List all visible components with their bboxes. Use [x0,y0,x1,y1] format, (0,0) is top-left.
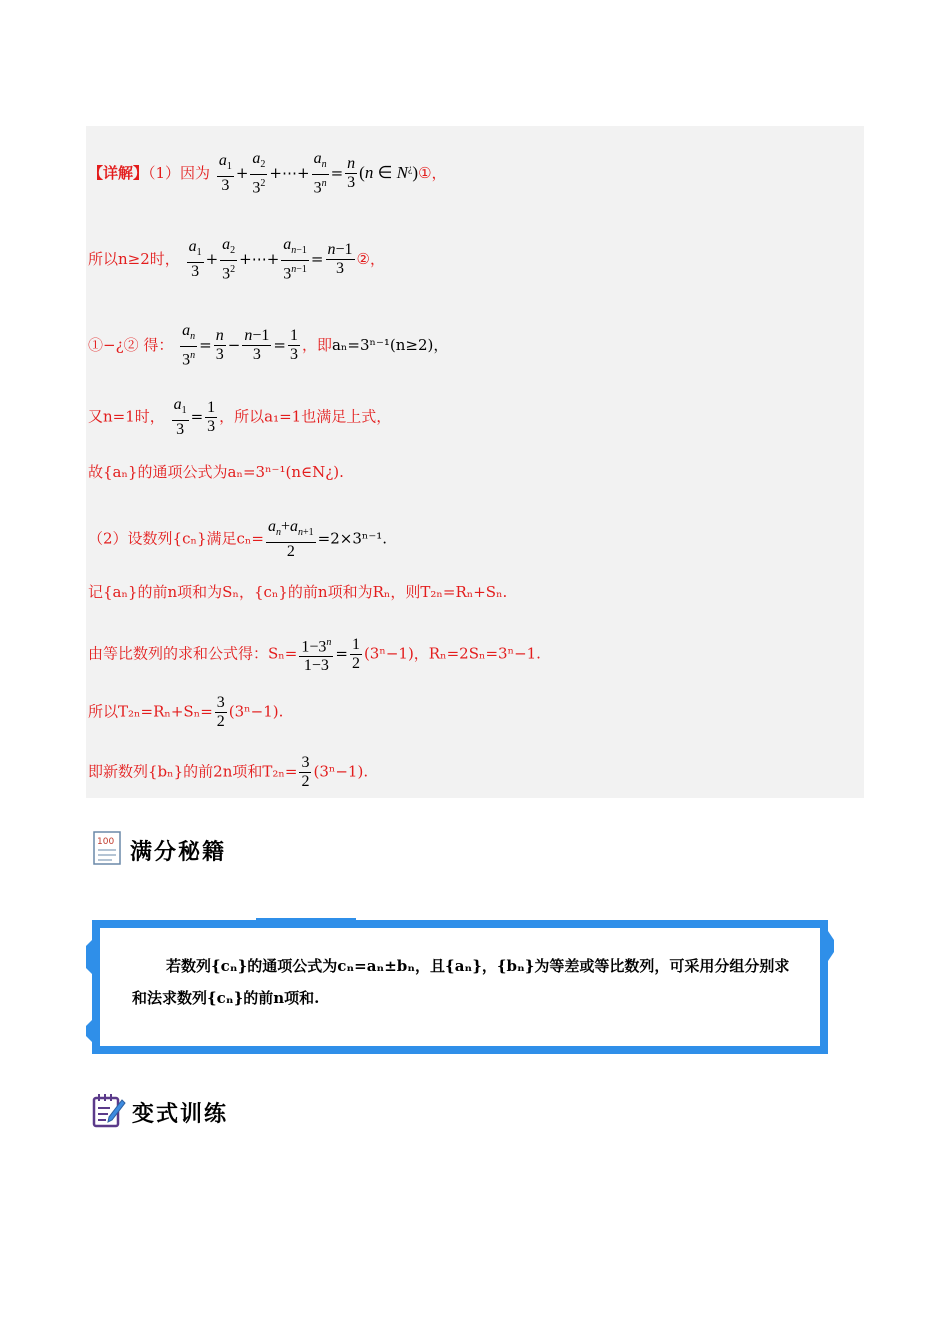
fraction: $\frac{n-1}{3}$ [327,241,353,278]
fraction: $\frac{a_n}{3^n}$ [182,322,196,369]
line9-prefix: 所以T₂ₙ=Rₙ+Sₙ= [88,702,213,721]
fraction: $\frac{a_2}{3^2}$ [222,236,236,283]
solution-line-10 [88,754,368,791]
tips-title: 满分秘籍 [130,839,227,865]
line3-result: aₙ=3ⁿ⁻¹(n≥2)， [331,335,449,354]
solution-line-7: 记{aₙ}的前n项和为Sₙ，{cₙ}的前n项和为Rₙ，则T₂ₙ=Rₙ+Sₙ. [88,583,508,601]
fraction: $\frac{a_n}{3^n}$ [313,150,327,197]
tip-box [92,920,828,1054]
solution-line-1: 【详解】（1）因为 $\frac{a_1}{3}$ + $\frac{a_2}{3^2}$ +⋯+ $\frac{a_n}{3^n}$ = $\frac{n}{3}$ (n ∈ N¿)①， [88,150,447,197]
line3-mid: ，即 [301,335,332,354]
score-100-note-icon [92,830,124,866]
solution-tag: 【详解】 [88,163,149,182]
fraction: $\frac{a_1}{3}$ [218,152,232,195]
line8-prefix: 由等比数列的求和公式得：Sₙ= [88,644,298,663]
fraction: $\frac{1-3^n}{1-3}$ [299,634,333,675]
line3-prefix: ①−¿② 得： [88,335,174,354]
practice-title: 变式训练 [132,1101,229,1127]
tip-text: 若数列{cₙ}的通项公式为cₙ=aₙ±bₙ，且{aₙ}，{bₙ}为等差或等比数列，可采用分组分别求和法求数列{cₙ}的前n项和. [132,957,790,1007]
line2-prefix: 所以n≥2时， [88,249,180,268]
svg-text:100: 100 [97,837,115,847]
fraction: $\frac{1}{3}$ [207,399,216,436]
fraction: $\frac{n}{3}$ [347,155,356,192]
line1-prefix: （1）因为 [148,163,211,182]
solution-line-6 [88,518,387,561]
line6-prefix: （2）设数列{cₙ}满足cₙ= [88,529,264,548]
solution-line-2: 所以n≥2时， $\frac{a_1}{3}$ + $\frac{a_2}{3^2}$ +⋯+ $\frac{a_{n-1}}{3^{n-1}}$ = $\frac{n-1}{3}$ ②， [88,236,385,283]
fraction: $\frac{1}{2}$ [351,636,360,673]
line1-mark: ①， [418,163,447,182]
fraction: $\frac{a_1}{3}$ [173,396,187,439]
solution-line-9 [88,694,283,731]
fraction: $\frac{a_2}{3^2}$ [252,150,266,197]
fraction: $\frac{a_n+a_{n+1}}{2}$ [267,518,314,561]
notepad-pencil-icon [92,1092,126,1128]
solution-line-5: 故{aₙ}的通项公式为aₙ=3ⁿ⁻¹(n∈N¿). [88,463,344,481]
line10-prefix: 即新数列{bₙ}的前2n项和T₂ₙ= [88,762,298,781]
line4-mid: ，所以a₁=1也满足上式， [219,407,392,426]
fraction: $\frac{n-1}{3}$ [244,327,270,364]
solution-panel [86,126,864,798]
line4-prefix: 又n=1时， [88,407,165,426]
fraction: $\frac{1}{3}$ [289,327,298,364]
line6-suffix: =2×3ⁿ⁻¹. [317,529,388,548]
line2-mark: ②， [356,249,385,268]
fraction: $\frac{3}{2}$ [216,694,225,730]
solution-line-8: 由等比数列的求和公式得：Sₙ= $\frac{1-3^n}{1-3}$ = $\frac{1}{2}$ (3ⁿ−1)，Rₙ=2Sₙ=3ⁿ−1. [88,634,541,675]
solution-line-4: 又n=1时， $\frac{a_1}{3}$ = $\frac{1}{3}$ ，所以a₁=1也满足上式， [88,396,392,439]
line9-suffix: (3ⁿ−1). [228,702,284,721]
tips-heading [92,830,226,866]
fraction: $\frac{3}{2}$ [301,754,310,790]
fraction: $\frac{n}{3}$ [215,327,224,364]
solution-line-3: ①−¿② 得： $\frac{a_n}{3^n}$ = $\frac{n}{3}$ − $\frac{n-1}{3}$ = $\frac{1}{3}$ ，即aₙ=3ⁿ⁻¹(n≥2)， [88,322,449,369]
practice-heading [92,1092,228,1128]
fraction: $\frac{a_{n-1}}{3^{n-1}}$ [283,236,307,283]
line10-suffix: (3ⁿ−1). [313,762,369,781]
line8-mid: (3ⁿ−1)，Rₙ=2Sₙ=3ⁿ−1. [363,644,541,663]
fraction: $\frac{a_1}{3}$ [188,238,202,281]
